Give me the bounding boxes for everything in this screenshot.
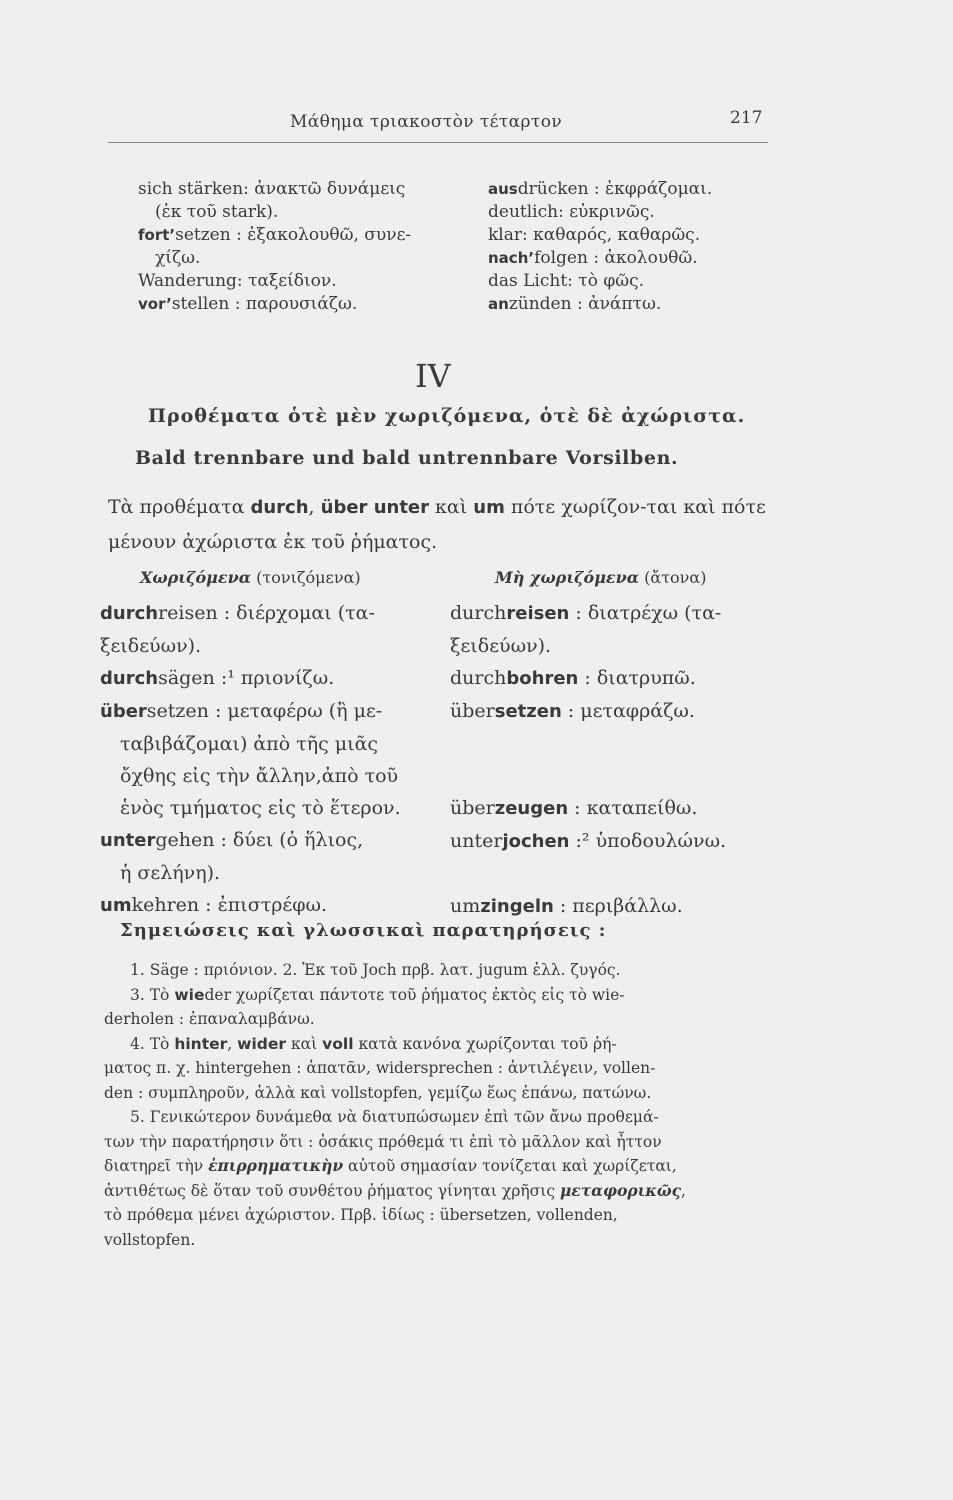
note-line (104, 1203, 780, 1228)
vocab-entry (138, 224, 411, 247)
vocab-prefix: aus (488, 180, 518, 198)
entry-text: : μεταφράζω. (561, 700, 695, 722)
vocab-text: Wanderung: ταξείδιον. (138, 271, 337, 291)
note-keyword: wider (237, 1034, 287, 1053)
note-text: διατηρεῖ τὴν (104, 1157, 209, 1175)
entry-text: : διατρέχω (τα- (569, 602, 722, 624)
section-heading-german: Bald trennbare und bald untrennbare Vorsilben. (135, 447, 679, 469)
verb-stem: zeugen (494, 798, 569, 819)
verb-stem: zingeln (480, 896, 554, 917)
note-emphasis: ἐπιρρηματικὴν (208, 1156, 344, 1175)
header-rule (108, 142, 768, 143)
note-text: τὸ πρόθεμα μένει ἀχώριστον. Πρβ. ἰδίως : übersetzen, vollenden, (104, 1206, 618, 1224)
inseparable-entry (450, 695, 726, 728)
separable-entry (100, 857, 401, 889)
note-text: 4. Τὸ (130, 1034, 175, 1053)
separable-entry (100, 630, 401, 662)
note-text: 5. Γενικώτερον δυνάμεθα νὰ διατυπώσωμεν ἐπὶ τῶν ἄνω προθεμά- (130, 1108, 659, 1126)
vocab-entry (138, 270, 411, 293)
verb-stem: jochen (502, 831, 570, 852)
verb-stem: reisen (506, 603, 570, 624)
note-emphasis: μεταφορικῶς (559, 1180, 682, 1200)
vocab-prefix: fort’ (138, 226, 176, 244)
entry-text: ταβιβάζομαι) ἀπὸ τῆς μιᾶς (120, 733, 379, 755)
vocab-prefix: an (488, 295, 509, 313)
vocab-text: setzen : ἐξακολουθῶ, συνε- (175, 225, 412, 245)
vocab-entry (138, 247, 411, 270)
vocab-entry (138, 201, 411, 224)
separable-verbs (100, 597, 401, 922)
note-text: καὶ (286, 1034, 323, 1053)
inseparable-verbs (450, 597, 726, 923)
separable-entry (100, 728, 401, 760)
vocab-prefix: vor’ (138, 295, 172, 313)
verb-prefix: durch (100, 668, 159, 689)
inseparable-entry (450, 630, 726, 662)
note-text: der χωρίζεται πάντοτε τοῦ ῥήματος ἐκτὸς εἰς τὸ wie- (204, 985, 625, 1004)
note-text: ἀντιθέτως δὲ ὅταν τοῦ συνθέτου ῥήματος γίνηται χρῆσις (104, 1181, 560, 1200)
note-line (104, 1228, 780, 1253)
note-line (104, 1154, 780, 1179)
vocab-text: χίζω. (155, 248, 201, 268)
entry-text: : περιβάλλω. (553, 895, 683, 917)
note-text: , (681, 1181, 686, 1200)
entry-text: ὄχθης εἰς τὴν ἄλλην,ἀπὸ τοῦ (120, 765, 399, 787)
running-head: Μάθημα τριακοστὸν τέταρτον (290, 112, 563, 132)
note-line (104, 1032, 780, 1057)
inseparable-entry (450, 728, 726, 760)
entry-text: : καταπείθω. (568, 797, 698, 819)
note-line (104, 1056, 780, 1081)
verb-prefix: um (450, 895, 481, 917)
verb-stem: bohren (506, 668, 579, 689)
vocab-text: deutlich: εὐκρινῶς. (488, 202, 655, 222)
note-line (104, 1081, 780, 1106)
vocab-text: (ἐκ τοῦ stark). (155, 202, 279, 222)
vocab-text: folgen : ἀκολουθῶ. (534, 248, 698, 268)
note-text: αὐτοῦ σημασίαν τονίζεται καὶ χωρίζεται, (343, 1157, 677, 1175)
note-line (104, 1105, 780, 1130)
verb-prefix: über (450, 700, 495, 722)
separable-entry (100, 889, 401, 922)
verb-prefix: unter (450, 830, 503, 852)
verb-stem: setzen (494, 701, 562, 722)
separable-entry (100, 662, 401, 695)
column-head-separable: Χωριζόμενα (τονιζόμενα) (140, 568, 361, 587)
section-heading-greek: Προθέματα ὁτὲ μὲν χωριζόμενα, ὁτὲ δὲ ἀχώριστα. (148, 405, 746, 427)
entry-text: reisen : διέρχομαι (τα- (158, 602, 375, 624)
separable-entry (100, 597, 401, 630)
inseparable-entry (450, 890, 726, 923)
separable-entry (100, 792, 401, 824)
intro-paragraph: Τὰ προθέματα durch, über unter καὶ um πότε χωρίζον-ται καὶ πότε μένουν ἀχώριστα ἐκ τοῦ ῥήματος. (108, 496, 766, 553)
verb-prefix: unter (100, 830, 156, 851)
separable-entry (100, 695, 401, 728)
vocab-entry (488, 224, 712, 247)
notes-body (104, 958, 780, 1252)
vocab-prefix: nach’ (488, 249, 535, 267)
note-text: 1. Säge : πριόνιον. 2. Ἐκ τοῦ Joch πρβ. λατ. jugum ἑλλ. ζυγός. (130, 961, 621, 979)
separable-entry (100, 760, 401, 792)
vocab-entry (138, 178, 411, 201)
inseparable-entry (450, 792, 726, 825)
note-line (104, 1007, 780, 1032)
separable-entry (100, 824, 401, 857)
verb-prefix: um (100, 895, 132, 916)
note-text: den : συμπληροῦν, ἀλλὰ καὶ vollstopfen, γεμίζω ἕως ἐπάνω, πατώνω. (104, 1083, 652, 1102)
entry-text: gehen : δύει (ὁ ἥλιος, (155, 829, 364, 851)
vocab-entry (488, 201, 712, 224)
entry-text: :² ὑποδουλώνω. (569, 830, 727, 852)
notes-heading: Σημειώσεις καὶ γλωσσικαὶ παρατηρήσεις : (120, 920, 607, 941)
note-text: vollstopfen. (104, 1230, 196, 1249)
verb-prefix: durch (100, 603, 159, 624)
note-text: derholen : ἐπαναλαμβάνω. (104, 1010, 315, 1028)
note-keyword: voll (322, 1034, 354, 1053)
vocab-entry (488, 270, 712, 293)
vocab-entry (488, 178, 712, 201)
inseparable-entry (450, 825, 726, 858)
note-text: ματος π. χ. hintergehen : ἀπατᾶν, widersprechen : ἀντιλέγειν, vollen- (104, 1059, 656, 1077)
vocab-text: das Licht: τὸ φῶς. (488, 271, 645, 291)
note-keyword: hinter (174, 1034, 228, 1053)
vocab-text: drücken : ἐκφράζομαι. (517, 179, 713, 199)
note-text: , (227, 1034, 238, 1053)
inseparable-entry (450, 662, 726, 695)
entry-text: setzen : μεταφέρω (ἢ με- (146, 700, 383, 722)
note-line (104, 1179, 780, 1204)
section-number: IV (415, 357, 451, 395)
entry-text: kehren : ἐπιστρέφω. (131, 894, 328, 916)
note-keyword: wie (174, 985, 205, 1004)
verb-prefix: über (100, 701, 147, 722)
entry-text: sägen :¹ πριονίζω. (158, 667, 335, 689)
vocab-entry (138, 293, 411, 316)
verb-prefix: durch (450, 602, 507, 624)
note-text: των τὴν παρατήρησιν ὅτι : ὁσάκις πρόθεμά τι ἐπὶ τὸ μᾶλλον καὶ ἧττον (104, 1132, 662, 1151)
vocab-text: stellen : παρουσιάζω. (171, 294, 358, 314)
entry-text: ἡ σελήνη). (120, 862, 221, 884)
vocab-text: klar: καθαρός, καθαρῶς. (488, 225, 701, 245)
note-line (104, 1130, 780, 1155)
page-number: 217 (730, 108, 763, 128)
verb-prefix: über (450, 797, 495, 819)
entry-text: ξειδεύων). (100, 635, 202, 657)
vocab-list-right (488, 178, 712, 316)
inseparable-entry (450, 597, 726, 630)
inseparable-entry (450, 760, 726, 792)
vocab-entry (488, 247, 712, 270)
entry-text: ἑνὸς τμήματος εἰς τὸ ἕτερον. (120, 797, 401, 819)
inseparable-entry (450, 858, 726, 890)
note-text: κατὰ κανόνα χωρίζονται τοῦ ῥή- (353, 1034, 617, 1053)
vocab-entry (488, 293, 712, 316)
note-text: 3. Τὸ (130, 985, 175, 1004)
verb-prefix: durch (450, 667, 507, 689)
column-head-inseparable: Μὴ χωριζόμενα (ἄτονα) (495, 568, 707, 587)
vocab-list-left (138, 178, 411, 316)
entry-text: ξειδεύων). (450, 635, 552, 657)
vocab-text: sich stärken: ἀνακτῶ δυνάμεις (138, 179, 406, 199)
vocab-text: zünden : ἀνάπτω. (508, 294, 662, 314)
entry-text: : διατρυπῶ. (578, 667, 696, 689)
note-line (104, 983, 780, 1008)
note-line (104, 958, 780, 983)
